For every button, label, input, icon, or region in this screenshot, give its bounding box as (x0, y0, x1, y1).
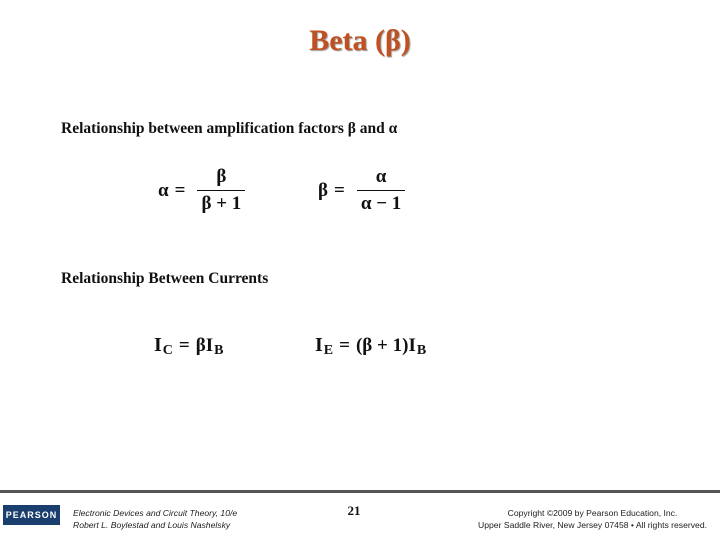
formula-ic (154, 334, 224, 357)
copyright-line-2: Upper Saddle River, New Jersey 07458 • All rights reserved. (478, 520, 707, 530)
formula-ic-main: I (154, 334, 162, 356)
footer-divider (0, 490, 720, 493)
heading-amplification-factors: Relationship between amplification factors β and α (61, 120, 398, 137)
formula-alpha-denominator: β + 1 (197, 190, 245, 215)
formula-beta-lhs: β (318, 179, 329, 201)
formula-alpha (158, 166, 245, 215)
formula-ie-sub: E (323, 342, 334, 358)
pearson-logo: PEARSON (3, 505, 60, 525)
formula-beta-numerator: α (375, 166, 387, 187)
formula-beta (318, 166, 405, 215)
formula-ie (315, 334, 426, 357)
heading-currents: Relationship Between Currents (61, 270, 269, 287)
formula-beta-equals: = (334, 179, 345, 201)
page-number: 21 (347, 503, 361, 518)
formula-ie-equals: = (339, 334, 350, 356)
formula-ic-rhs-sub: B (214, 342, 224, 358)
book-authors-line: Robert L. Boylestad and Louis Nashelsky (73, 520, 231, 530)
formula-alpha-fraction (197, 166, 245, 215)
copyright-notice (478, 507, 707, 531)
slide-title: Beta (β) (309, 24, 411, 57)
copyright-line-1: Copyright ©2009 by Pearson Education, Inc. (507, 508, 678, 518)
book-credit (73, 507, 237, 531)
formula-ie-main: I (315, 334, 323, 356)
formula-ic-rhs: βI (195, 334, 214, 356)
formula-ie-rhs-sub: B (416, 342, 427, 358)
formula-alpha-lhs: α (158, 179, 169, 201)
book-title-line: Electronic Devices and Circuit Theory, 10/e (73, 508, 238, 518)
formula-beta-denominator: α − 1 (357, 190, 405, 215)
formula-ic-sub: C (162, 342, 173, 358)
formula-alpha-equals: = (174, 179, 186, 201)
formula-beta-fraction (357, 166, 405, 215)
formula-alpha-numerator: β (216, 166, 227, 187)
formula-ic-equals: = (178, 334, 190, 356)
formula-ie-rhs: (β + 1)I (355, 334, 416, 356)
